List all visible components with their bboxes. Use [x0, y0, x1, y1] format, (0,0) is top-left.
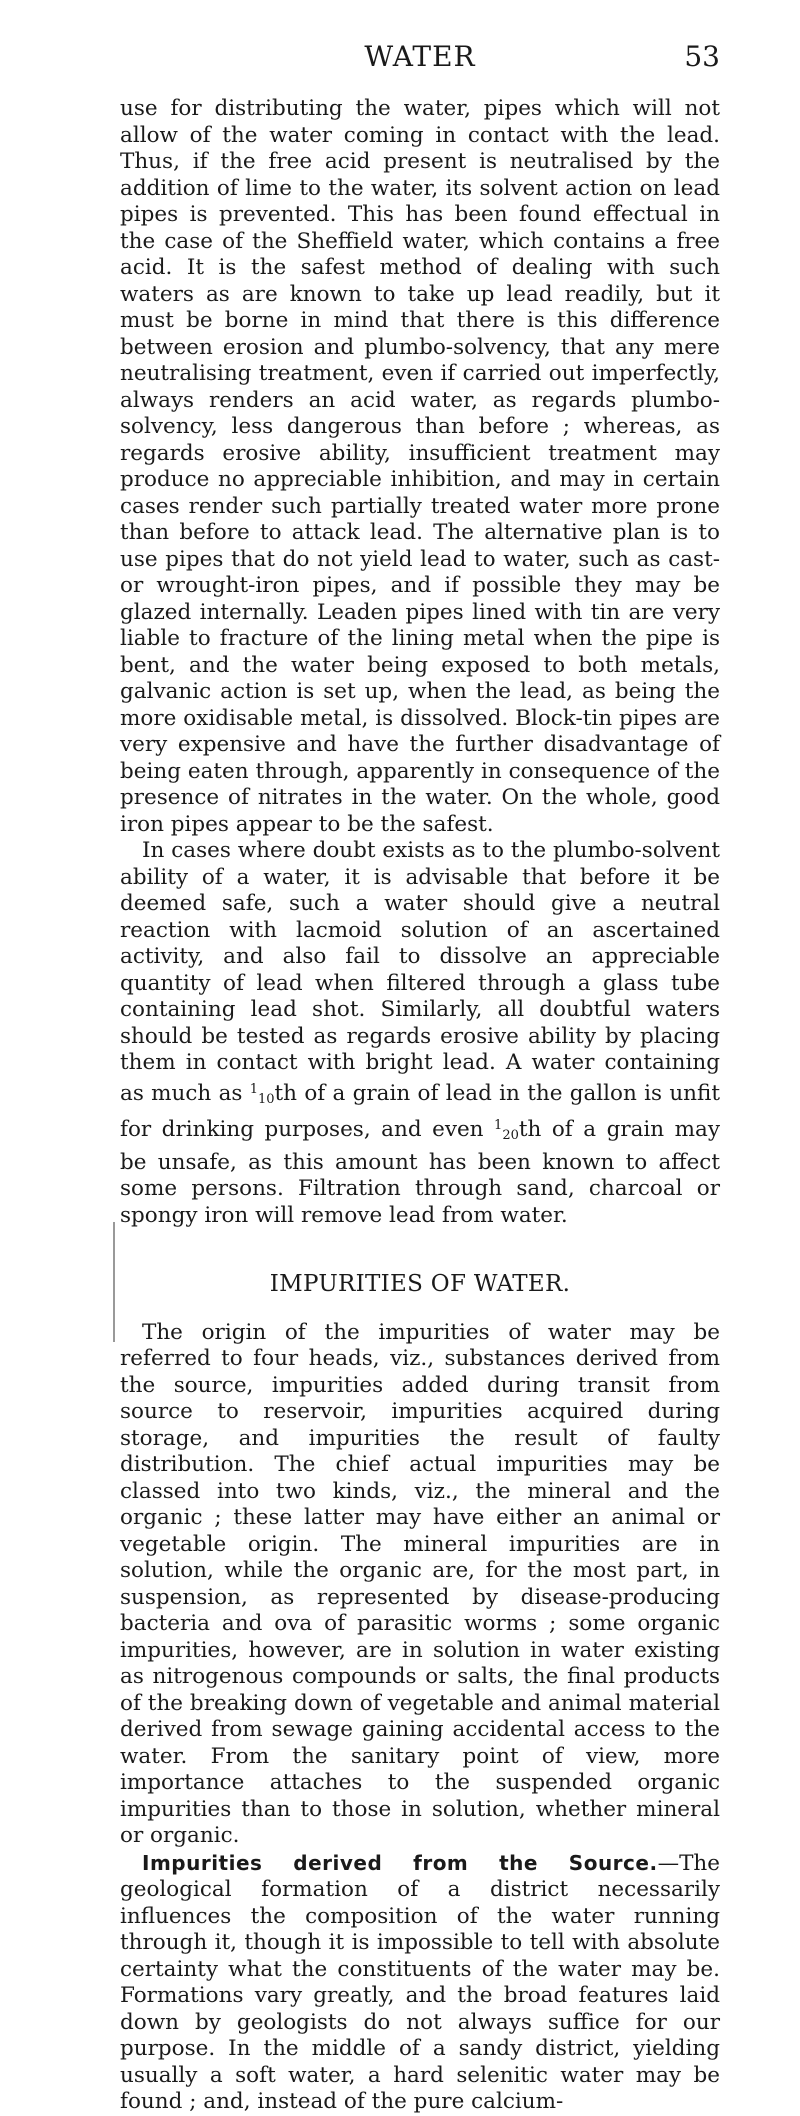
- paragraph-impurities: The origin of the impurities of water may be referred to four heads, viz., substances derived from the source, impurities added during transit from source to reservoir, impurities acquired during storage, and impurities the result of faulty distribution. The chief actual impurities may be classed into two kinds, viz., the mineral and the organic ; these latter may have either an animal or vegetable origin. The mineral impurities are in solution, while the organic are, for the most part, in suspension, as represented by disease-producing bacteria and ova of parasitic worms ; some organic impurities, however, are in solution in water existing as nitrogenous compounds or salts, the final products of the breaking down of vegetable and animal material derived from sewage gaining accidental access to the water. From the sanitary point of view, more importance attaches to the suspended organic impurities than to those in solution, whether mineral or organic.: [120, 1319, 720, 1848]
- paragraph-testing-part1: In cases where doubt exists as to the plumbo-solvent ability of a water, it is advisable that before it be deemed safe, such a water should give a neutral reaction with lacmoid solution of an ascertained activity, and also fail to dissolve an appreciable quantity of lead when filtered through a glass tube containing lead shot. Similarly, all doubtful waters should be tested as regards erosive ability by placing them in contact with bright lead. A water containing as much as: [120, 838, 720, 1106]
- fraction-one-tenth: [249, 1081, 275, 1107]
- page-number: 53: [684, 40, 720, 73]
- fraction-one-tenth-denominator: 10: [258, 1091, 275, 1107]
- paragraph-pipes: use for distributing the water, pipes which will not allow of the water coming in contact with the lead. Thus, if the free acid present is neutralised by the addition of lime to the water, its solvent action on lead pipes is prevented. This has been found effectual in the case of the Sheffield water, which contains a free acid. It is the safest method of dealing with such waters as are known to take up lead readily, but it must be borne in mind that there is this difference between erosion and plumbo-solvency, that any mere neutralising treatment, even if carried out imperfectly, always renders an acid water, as regards plumbo-solvency, less dangerous than before ; whereas, as regards erosive ability, insufficient treatment may produce no appreciable inhibition, and may in certain cases render such partially treated water more prone than before to attack lead. The alternative plan is to use pipes that do not yield lead to water, such as cast- or wrought-iron pipes, and if possible they may be glazed internally. Leaden pipes lined with tin are very liable to fracture of the lining metal when the pipe is bent, and the water being exposed to both metals, galvanic action is set up, when the lead, as being the more oxidisable metal, is dissolved. Block-tin pipes are very expensive and have the further disadvantage of being eaten through, apparently in consequence of the presence of nitrates in the water. On the whole, good iron pipes appear to be the safest.: [120, 96, 720, 837]
- running-title: WATER: [364, 40, 476, 73]
- paragraph-source: [120, 1850, 720, 2116]
- run-in-heading: Impurities derived from the Source.: [142, 1850, 658, 1875]
- fraction-one-twentieth-numerator: 1: [494, 1118, 503, 1133]
- margin-line: [113, 1222, 115, 1342]
- paragraph-testing-part3: th of a grain may be unsafe, as this amount has been known to affect some persons. Filtration through sand, charcoal or spongy iron will remove lead from water.: [120, 1117, 721, 1228]
- running-header: [120, 40, 720, 74]
- fraction-one-twentieth-denominator: 20: [502, 1128, 519, 1143]
- paragraph-testing: [120, 838, 720, 1229]
- fraction-one-tenth-numerator: 1: [249, 1081, 258, 1097]
- section-heading: IMPURITIES OF WATER.: [269, 1271, 571, 1297]
- body-text: [120, 96, 720, 2116]
- fraction-one-twentieth: [494, 1118, 519, 1143]
- paragraph-source-text: —The geological formation of a district necessarily influences the composition of the water running through it, though it is impossible to tell with absolute certainty what the constituents of the water may be. Formations vary greatly, and the broad features laid down by geologists do not always suffice for our purpose. In the middle of a sandy district, yielding usually a soft water, a hard selenitic water may be found ; and, instead of the pure calcium-: [120, 1850, 720, 2114]
- paragraph-testing-part2: th of a grain of lead in the gallon is unfit for drinking purposes, and even: [120, 1080, 721, 1142]
